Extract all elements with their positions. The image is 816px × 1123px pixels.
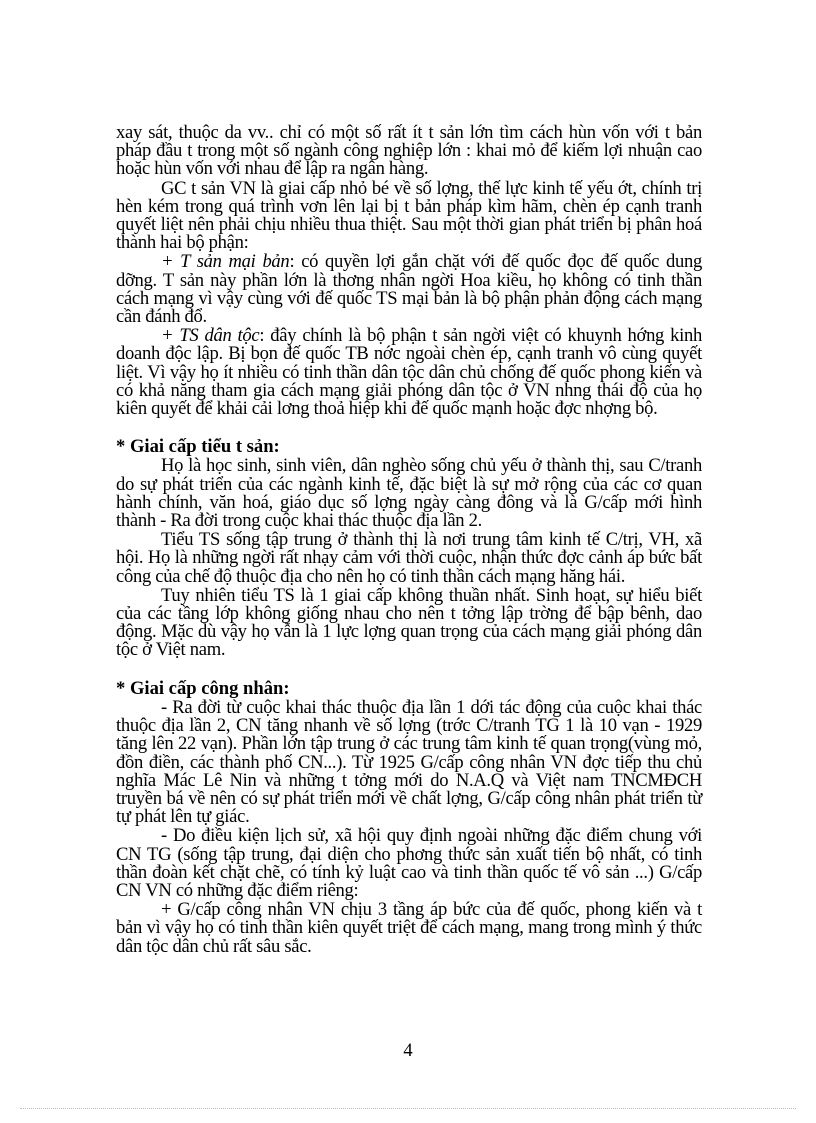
italic-label: + T sản mại bản: [161, 251, 290, 273]
paragraph: xay sát, thuộc da vv.. chỉ có một số rất ít t sản lớn tìm cách hùn vốn với t bản pháp đầu t trong một số ngành công nghiệp lớn : khai mỏ để kiếm lợi nhuận cao hoặc hùn vốn với nhau để lập ra ngân hàng.: [116, 122, 702, 180]
paragraph: [116, 253, 702, 326]
paragraph: - Do điều kiện lịch sử, xã hội quy định ngoài những đặc điểm chung với CN TG (sống tập trung, đại diện cho phơng thức sản xuất tiến bộ nhất, có tinh thần đoàn kết chặt chẽ, có tính kỷ luật cao và tinh thần quốc tế vô sản ...) G/cấp CN VN có những đặc điểm riêng:: [116, 825, 702, 901]
page-number: 4: [403, 1040, 413, 1061]
page-bottom-divider: [20, 1108, 796, 1109]
section-heading: * Giai cấp công nhân:: [116, 677, 290, 699]
section-heading: * Giai cấp tiểu t sản:: [116, 436, 280, 458]
paragraph: + G/cấp công nhân VN chịu 3 tầng áp bức của đế quốc, phong kiến và t bản vì vậy họ có tinh thần kiên quyết triệt để cách mạng, mang trong mình ý thức dân tộc dân chủ rất sâu sắc.: [116, 899, 702, 957]
paragraph: Tuy nhiên tiểu TS là 1 giai cấp không thuần nhất. Sinh hoạt, sự hiểu biết của các tầng lớp không giống nhau cho nên t tởng lập trờng để bập bênh, dao động. Mặc dù vậy họ vẫn là 1 lực lợng quan trọng của cách mạng giải phóng dân tộc ở Việt nam.: [116, 584, 702, 661]
document-body: [116, 124, 702, 956]
paragraph-text: : đây chính là bộ phận t sản ngời việt có khuynh hớng kinh doanh độc lập. Bị bọn đế quốc TB nớc ngoài chèn ép, cạnh tranh vô cùng quyết liệt. Vì vậy họ ít nhiều có tinh thần dân tộc dân chủ chống đế quốc phong kiến và có khả năng tham gia cách mạng giải phóng dân tộc ở VN nhng thái độ của họ kiên quyết để khải cải lơng thoả hiệp khi đế quốc mạnh hoặc đợc nhợng bộ.: [116, 325, 703, 420]
paragraph: [116, 327, 702, 418]
italic-label: + TS dân tộc: [161, 325, 260, 347]
paragraph: GC t sản VN là giai cấp nhỏ bé về số lợng, thế lực kinh tế yếu ớt, chính trị hèn kém trong quá trình vơn lên lại bị t bản pháp kìm hãm, chèn ép cạnh tranh quyết liệt nên phải chịu nhiều thua thiệt. Sau một thời gian phát triển bị phân hoá thành hai bộ phận:: [116, 177, 702, 254]
paragraph-text: : có quyền lợi gắn chặt với đế quốc đọc đế quốc dung dỡng. T sản này phần lớn là thơng nhân ngời Hoa kiều, họ không có tinh thần cách mạng vì vậy cùng với đế quốc TS mại bản là bộ phận phản động cách mạng cần đánh đổ.: [116, 251, 702, 328]
paragraph: Họ là học sinh, sinh viên, dân nghèo sống chủ yếu ở thành thị, sau C/tranh do sự phát triển của các ngành kinh tế, đặc biệt là sự mở rộng của các cơ quan hành chính, văn hoá, giáo dục số lợng ngày càng đông và là G/cấp mới hình thành - Ra đời trong cuộc khai thác thuộc địa lần 2.: [116, 455, 702, 532]
paragraph: - Ra đời từ cuộc khai thác thuộc địa lần 1 dới tác động của cuộc khai thác thuộc địa lần 2, CN tăng nhanh về số lợng (trớc C/tranh TG 1 là 10 vạn - 1929 tăng lên 22 vạn). Phần lớn tập trung ở các trung tâm kinh tế quan trọng(vùng mỏ, đồn điền, các thành phố CN...). Từ 1925 G/cấp công nhân VN đợc tiếp thu chủ nghĩa Mác Lê Nin và những t tởng mới do N.A.Q và Việt nam TNCMĐCH truyền bá về nên có sự phát triển mới về chất lợng, G/cấp công nhân phát triển từ tự phát lên tự giác.: [116, 696, 702, 828]
paragraph: Tiểu TS sống tập trung ở thành thị là nơi trung tâm kinh tế C/trị, VH, xã hội. Họ là những ngời rất nhạy cảm với thời cuộc, nhận thức đợc cảnh áp bức bất công của chế độ thuộc địa cho nên họ có tinh thần cách mạng hăng hái.: [116, 529, 702, 587]
